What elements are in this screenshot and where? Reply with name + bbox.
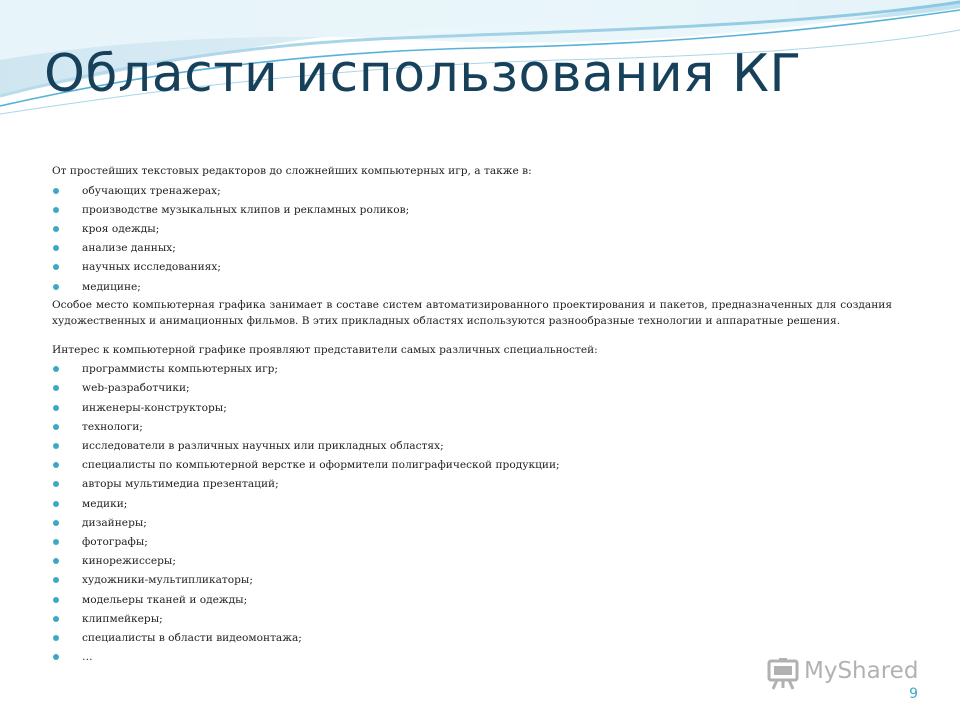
bullet-icon (53, 424, 59, 430)
list-item-text: медицине; (82, 280, 141, 293)
list-item (52, 571, 892, 590)
list-item (52, 220, 892, 239)
list-item-text: авторы мультимедиа презентаций; (82, 478, 279, 491)
bullet-icon (53, 558, 59, 564)
presentation-board-icon (766, 658, 800, 690)
bullet-icon (53, 635, 59, 641)
bullet-icon (53, 501, 59, 507)
list-item (52, 610, 892, 629)
list-item (52, 495, 892, 514)
slide-content (52, 163, 892, 667)
bullet-icon (53, 520, 59, 526)
list-item (52, 182, 892, 201)
list-item-text: фотографы; (82, 536, 148, 549)
watermark-text: MyShared (804, 658, 919, 684)
list-item (52, 475, 892, 494)
bullet-icon (53, 597, 59, 603)
bullet-icon (53, 385, 59, 391)
list-item-text: обучающих тренажерах; (82, 184, 221, 197)
list-item-text: … (82, 651, 93, 664)
list-item (52, 552, 892, 571)
list-item-text: художники-мультипликаторы; (82, 574, 253, 587)
list-item (52, 456, 892, 475)
list-item (52, 399, 892, 418)
list-item-text: кроя одежды; (82, 222, 160, 235)
bullet-icon (53, 616, 59, 622)
specialists-list (52, 360, 892, 667)
list-item-text: технологи; (82, 420, 143, 433)
bullet-icon (53, 207, 59, 213)
bullet-icon (53, 462, 59, 468)
list-item-text: научных исследованиях; (82, 261, 221, 274)
list-item-text: кинорежиссеры; (82, 555, 176, 568)
list-item (52, 418, 892, 437)
list-item-text: специалисты в области видеомонтажа; (82, 632, 302, 645)
bullet-icon (53, 284, 59, 290)
list-item (52, 533, 892, 552)
bullet-icon (53, 226, 59, 232)
bullet-icon (53, 264, 59, 270)
bullet-icon (53, 188, 59, 194)
list-item (52, 514, 892, 533)
list-item-text: инженеры-конструкторы; (82, 401, 227, 414)
bullet-icon (53, 577, 59, 583)
bullet-icon (53, 654, 59, 660)
list-item (52, 629, 892, 648)
list-item (52, 591, 892, 610)
list-item-text: специалисты по компьютерной верстке и оформители полиграфической продукции; (82, 459, 560, 472)
list-item (52, 278, 892, 297)
specialists-intro-text: Интерес к компьютерной графике проявляют представители самых различных специальностей: (52, 343, 598, 356)
list-item-text: медики; (82, 497, 128, 510)
page-number: 9 (909, 686, 918, 702)
list-item (52, 201, 892, 220)
list-item (52, 258, 892, 277)
list-item-text: исследователи в различных научных или прикладных областях; (82, 440, 444, 453)
list-item (52, 437, 892, 456)
intro-text: От простейших текстовых редакторов до сложнейших компьютерных игр, а также в: (52, 165, 532, 177)
bullet-icon (53, 539, 59, 545)
cad-paragraph: Особое место компьютерная графика занимает в составе систем автоматизированного проектирования и пакетов, предназначенных для создания художественных и анимационных фильмов. В этих прикладных областях используются разнообразные технологии и аппаратные решения. (52, 298, 892, 328)
bullet-icon (53, 366, 59, 372)
application-areas-list (52, 182, 892, 297)
list-item-text: программисты компьютерных игр; (82, 363, 278, 376)
list-item-text: дизайнеры; (82, 516, 147, 529)
list-item (52, 360, 892, 379)
list-item-text: web-разработчики; (82, 382, 190, 395)
slide-title: Области использования КГ (44, 44, 802, 104)
list-item-text: производстве музыкальных клипов и рекламных роликов; (82, 203, 410, 216)
list-item-text: клипмейкеры; (82, 612, 163, 625)
list-item-text: модельеры тканей и одежды; (82, 593, 248, 606)
list-item-text: анализе данных; (82, 242, 176, 255)
bullet-icon (53, 443, 59, 449)
bullet-icon (53, 245, 59, 251)
list-item (52, 379, 892, 398)
bullet-icon (53, 405, 59, 411)
bullet-icon (53, 481, 59, 487)
list-item (52, 239, 892, 258)
